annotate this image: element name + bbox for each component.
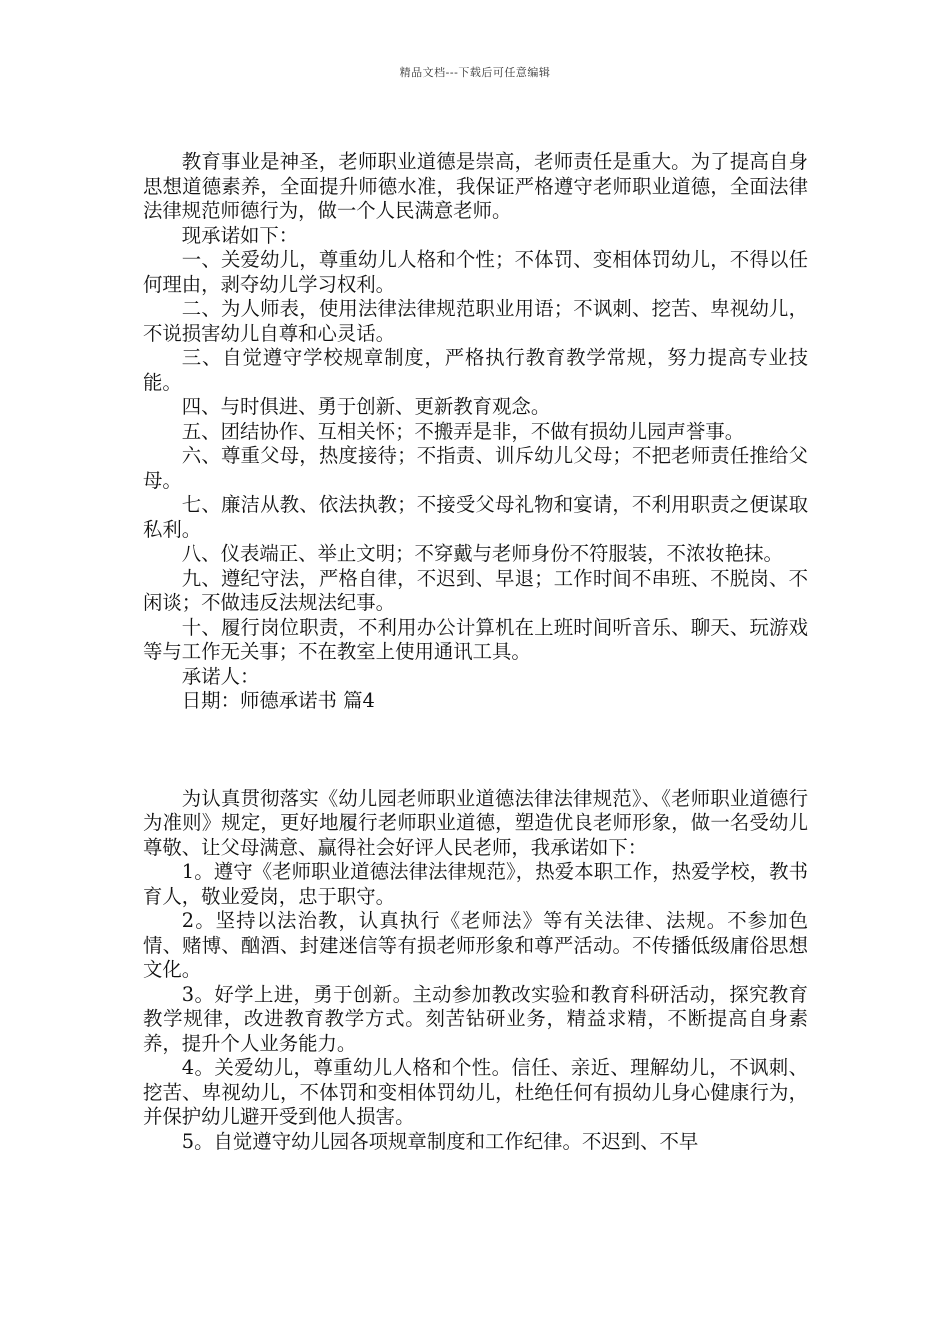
document-body bbox=[143, 150, 808, 1154]
pledge-section-1 bbox=[143, 150, 808, 714]
page-header: 精品文档---下载后可任意编辑 bbox=[399, 66, 551, 79]
pledge-item-3: 三、自觉遵守学校规章制度，严格执行教育教学常规，努力提高专业技能。 bbox=[143, 346, 808, 394]
pledge-item-1: 一、关爱幼儿，尊重幼儿人格和个性；不体罚、变相体罚幼儿，不得以任何理由，剥夺幼儿学习权利。 bbox=[143, 248, 808, 296]
intro-paragraph: 教育事业是神圣，老师职业道德是崇高，老师责任是重大。为了提高自身思想道德素养，全面提升师德水准，我保证严格遵守老师职业道德，全面法律法律规范师德行为，做一个人民满意老师。 bbox=[143, 150, 808, 222]
numbered-item-1: 1。遵守《老师职业道德法律法律规范》，热爱本职工作，热爱学校，教书育人，敬业爱岗，忠于职守。 bbox=[143, 860, 808, 908]
pledge-heading: 现承诺如下： bbox=[181, 223, 299, 247]
pledge-item-9: 九、遵纪守法，严格自律，不迟到、早退；工作时间不串班、不脱岗、不闲谈；不做违反法规法纪事。 bbox=[143, 566, 808, 614]
pledge-item-4: 四、与时俱进、勇于创新、更新教育观念。 bbox=[181, 395, 551, 418]
pledge-item-8: 八、仪表端正、举止文明；不穿戴与老师身份不符服装，不浓妆艳抹。 bbox=[181, 542, 783, 565]
pledge-item-10: 十、履行岗位职责，不利用办公计算机在上班时间听音乐、聊天、玩游戏等与工作无关事；不在教室上使用通讯工具。 bbox=[143, 615, 808, 663]
numbered-item-3: 3。好学上进，勇于创新。主动参加教改实验和教育科研活动，探究教育教学规律，改进教育教学方式。刻苦钻研业务，精益求精，不断提高自身素养，提升个人业务能力。 bbox=[143, 982, 808, 1055]
pledge-item-7: 七、廉洁从教、依法执教；不接受父母礼物和宴请，不利用职责之便谋取私利。 bbox=[143, 493, 808, 541]
numbered-item-4: 4。关爱幼儿，尊重幼儿人格和个性。信任、亲近、理解幼儿，不讽刺、挖苦、卑视幼儿，不体罚和变相体罚幼儿，杜绝任何有损幼儿身心健康行为，并保护幼儿避开受到他人损害。 bbox=[143, 1056, 808, 1128]
pledge-item-2: 二、为人师表，使用法律法律规范职业用语；不讽刺、挖苦、卑视幼儿，不说损害幼儿自尊和心灵话。 bbox=[143, 297, 808, 345]
pledge-item-5: 五、团结协作、互相关怀；不搬弄是非，不做有损幼儿园声誉事。 bbox=[181, 419, 745, 443]
pledge-section-2 bbox=[143, 787, 808, 1155]
signer-line: 承诺人： bbox=[181, 664, 260, 688]
section-gap bbox=[143, 714, 808, 787]
intro-paragraph: 为认真贯彻落实《幼儿园老师职业道德法律法律规范》、《老师职业道德行为准则》规定，更好地履行老师职业道德，塑造优良老师形象，做一名受幼儿尊敬、让父母满意、赢得社会好评人民老师，我承诺如下： bbox=[143, 786, 808, 859]
date-line: 日期：师德承诺书 篇4 bbox=[181, 689, 375, 712]
numbered-item-2: 2。坚持以法治教，认真执行《老师法》等有关法律、法规。不参加色情、赌博、酗酒、封建迷信等有损老师形象和尊严活动。不传播低级庸俗思想文化。 bbox=[143, 909, 808, 981]
pledge-item-6: 六、尊重父母，热度接待；不指责、训斥幼儿父母；不把老师责任推给父母。 bbox=[143, 444, 808, 492]
numbered-item-5: 5。自觉遵守幼儿园各项规章制度和工作纪律。不迟到、不早 bbox=[181, 1129, 699, 1153]
